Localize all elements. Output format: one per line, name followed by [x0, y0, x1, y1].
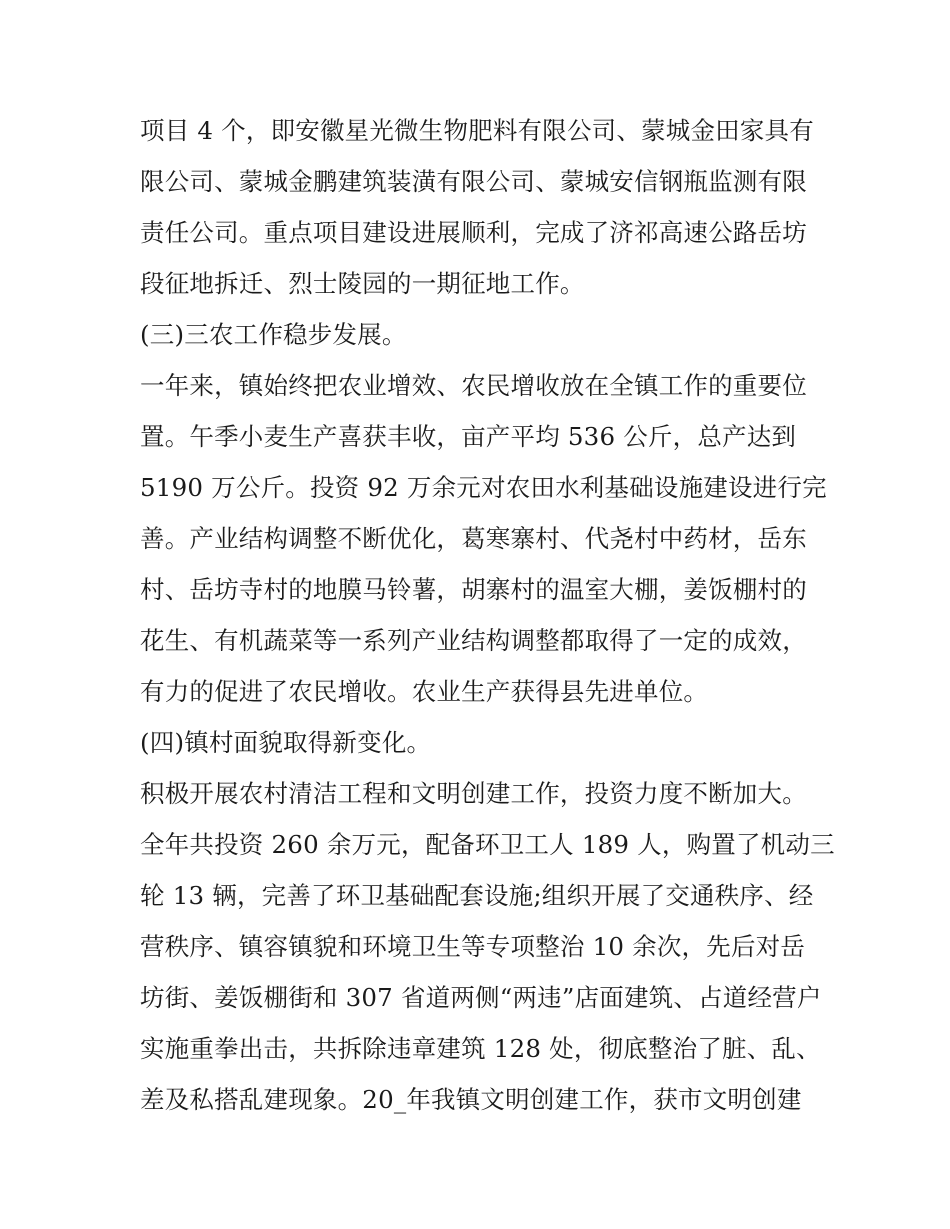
text-line: 段征地拆迁、烈士陵园的一期征地工作。	[140, 269, 585, 298]
text-line: 责任公司。重点项目建设进展顺利，完成了济祁高速公路岳坊	[140, 218, 807, 247]
text-line: 善。产业结构调整不断优化，葛寒寨村、代尧村中药材，岳东	[140, 524, 807, 553]
text-line: 实施重拳出击，共拆除违章建筑 128 处，彻底整治了脏、乱、	[140, 1034, 821, 1063]
text-line: 有力的促进了农民增收。农业生产获得县先进单位。	[140, 677, 709, 706]
text-line: 村、岳坊寺村的地膜马铃薯，胡寨村的温室大棚，姜饭棚村的	[140, 575, 807, 604]
text-line: 花生、有机蔬菜等一系列产业结构调整都取得了一定的成效，	[140, 626, 807, 655]
text-line: 积极开展农村清洁工程和文明创建工作，投资力度不断加大。	[140, 779, 807, 808]
text-line: 差及私搭乱建现象。20_年我镇文明创建工作，获市文明创建	[140, 1085, 802, 1114]
text-line: 限公司、蒙城金鹏建筑装潢有限公司、蒙城安信钢瓶监测有限	[140, 167, 807, 196]
text-line: 全年共投资 260 余万元，配备环卫工人 189 人，购置了机动三	[140, 830, 835, 859]
text-line: 5190 万公斤。投资 92 万余元对农田水利基础设施建设进行完	[140, 473, 827, 502]
text-line: 置。午季小麦生产喜获丰收，亩产平均 536 公斤，总产达到	[140, 422, 797, 451]
text-line: 轮 13 辆，完善了环卫基础配套设施;组织开展了交通秩序、经	[140, 881, 814, 910]
document-body	[140, 108, 835, 1128]
section-heading: (四)镇村面貌取得新变化。	[140, 728, 432, 757]
section-heading: (三)三农工作稳步发展。	[140, 320, 407, 349]
text-line: 项目 4 个，即安徽星光微生物肥料有限公司、蒙城金田家具有	[140, 116, 814, 145]
text-line: 一年来，镇始终把农业增效、农民增收放在全镇工作的重要位	[140, 371, 807, 400]
text-line: 坊街、姜饭棚街和 307 省道两侧“两违”店面建筑、占道经营户	[140, 983, 822, 1012]
text-line: 营秩序、镇容镇貌和环境卫生等专项整治 10 余次，先后对岳	[140, 932, 806, 961]
